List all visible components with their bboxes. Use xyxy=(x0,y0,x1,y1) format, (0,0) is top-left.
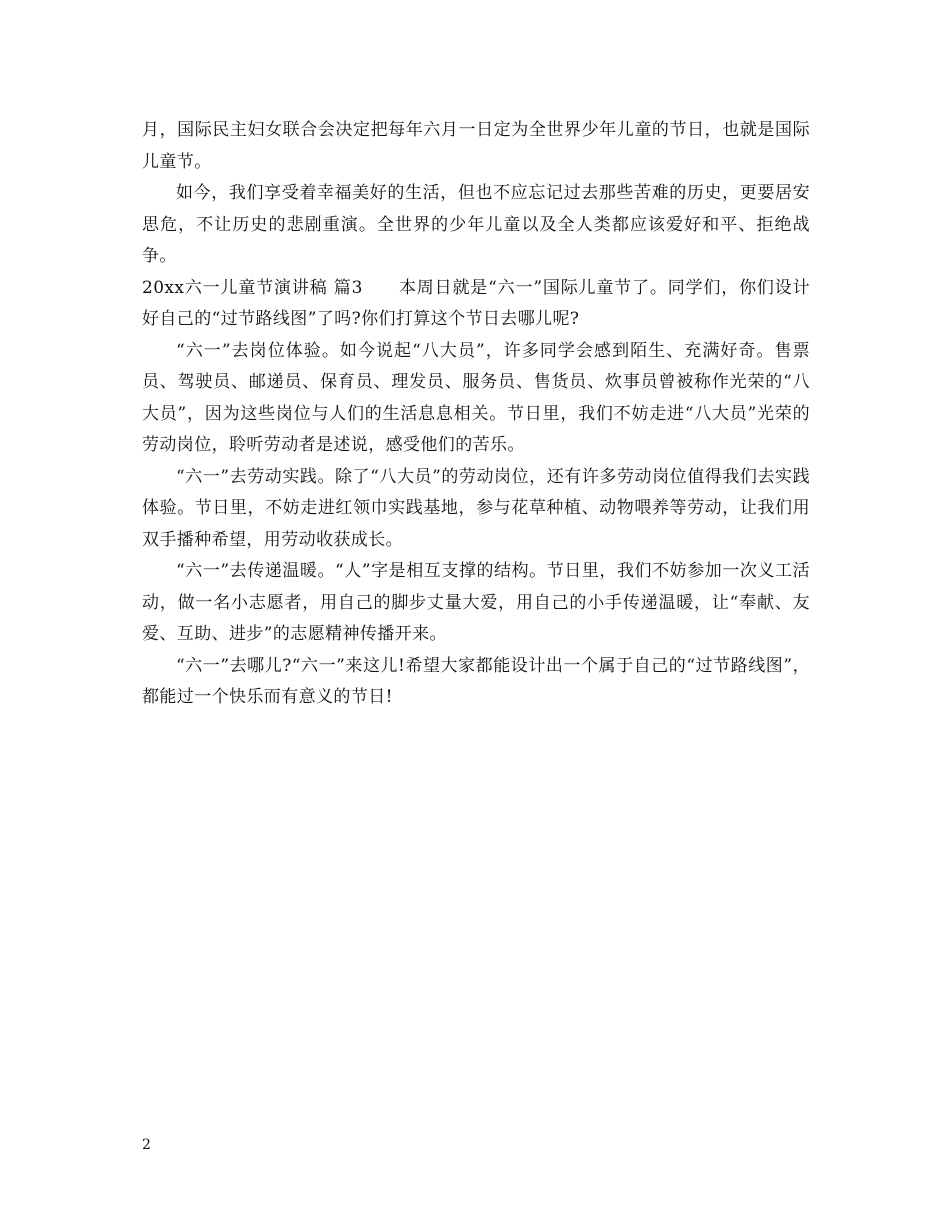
page-number: 2 xyxy=(142,1137,151,1153)
paragraph-labor-practice: “六一”去劳动实践。除了“八大员”的劳动岗位，还有许多劳动岗位值得我们去实践体验。节日里，不妨走进红领巾实践基地，参与花草种植、动物喂养等劳动，让我们用双手播种希望，用劳动收获成长。 xyxy=(142,466,810,550)
document-body xyxy=(142,115,810,714)
paragraph-continuation: 月，国际民主妇女联合会决定把每年六月一日定为全世界少年儿童的节日，也就是国际儿童节。 xyxy=(142,120,810,172)
paragraph-conclusion: “六一”去哪儿?“六一”来这儿!希望大家都能设计出一个属于自己的“过节路线图”，都能过一个快乐而有意义的节日! xyxy=(142,655,810,707)
paragraph-peace: 如今，我们享受着幸福美好的生活，但也不应忘记过去那些苦难的历史，更要居安思危，不让历史的悲剧重演。全世界的少年儿童以及全人类都应该爱好和平、拒绝战争。 xyxy=(142,183,810,266)
paragraph-job-experience: “六一”去岗位体验。如今说起“八大员”，许多同学会感到陌生、充满好奇。售票员、驾驶员、邮递员、保育员、理发员、服务员、售货员、炊事员曾被称作光荣的“八大员”，因为这些岗位与人们的生活息息相关。节日里，我们不妨走进“八大员”光荣的劳动岗位，聆听劳动者是述说，感受他们的苦乐。 xyxy=(142,340,810,455)
paragraph-warmth: “六一”去传递温暖。“人”字是相互支撑的结构。节日里，我们不妨参加一次义工活动，做一名小志愿者，用自己的脚步丈量大爱，用自己的小手传递温暖，让“奉献、友爱、互助、进步”的志愿精神传播开来。 xyxy=(142,561,810,644)
paragraph-speech-3-intro: 20xx六一儿童节演讲稿 篇3 本周日就是“六一”国际儿童节了。同学们，你们设计好自己的“过节路线图”了吗?你们打算这个节日去哪儿呢? xyxy=(142,277,810,329)
